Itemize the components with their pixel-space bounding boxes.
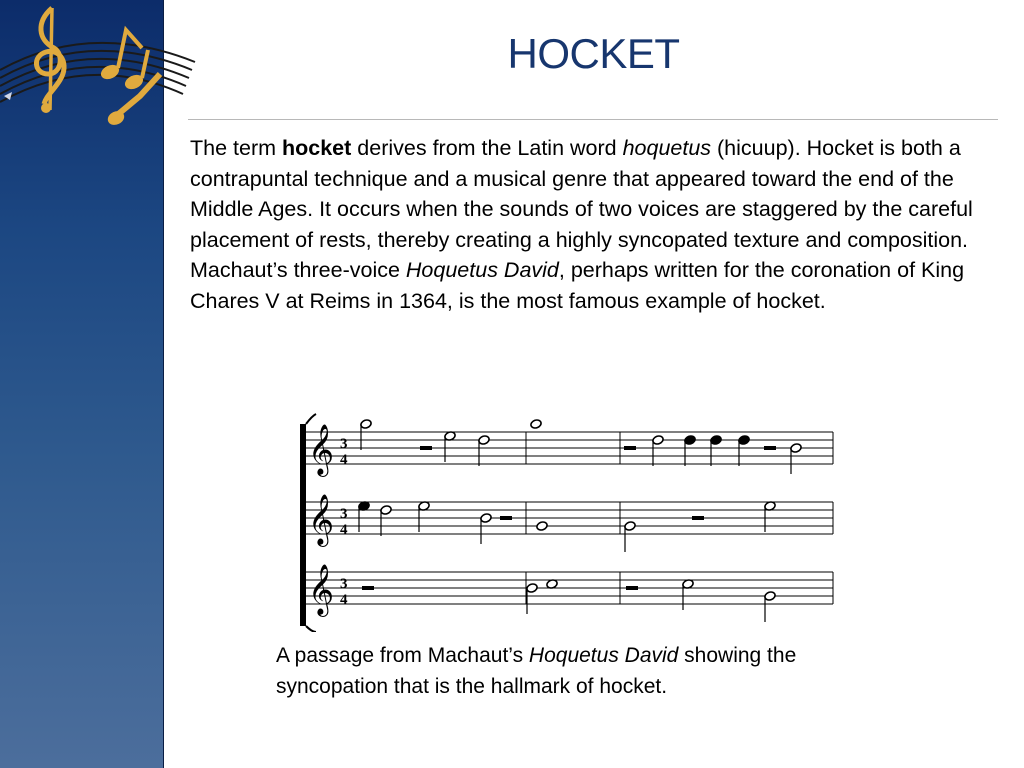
caption-text: showing the syncopation that is the hallmark of hocket. bbox=[276, 644, 797, 698]
note-head bbox=[530, 419, 542, 430]
note-head bbox=[652, 435, 664, 446]
rest-mark bbox=[362, 586, 374, 590]
note-head bbox=[624, 521, 636, 532]
text-segment: , perhaps written for the coronation of King Chares V at Reims in 1364, is the most famous example of hocket. bbox=[190, 258, 965, 313]
time-sig-top: 3 bbox=[340, 436, 348, 452]
time-sig-top: 3 bbox=[340, 506, 348, 522]
note-head bbox=[360, 419, 372, 430]
note-head bbox=[764, 591, 776, 602]
note-head bbox=[738, 435, 750, 446]
time-sig-top: 3 bbox=[340, 576, 348, 592]
rest-mark bbox=[764, 446, 776, 450]
text-segment: (hicuup). Hocket is both a contrapuntal technique and a musical genre that appeared toward the end of the Middle Ages. It occurs when the sounds of two voices are staggered by the careful placement of rests, thereby creating a highly syncopated texture and composition. Machaut’s three-voice bbox=[190, 136, 973, 282]
time-sig-bottom: 4 bbox=[340, 522, 348, 538]
bold-term: hocket bbox=[282, 136, 352, 160]
treble-clef-icon: 𝄞 bbox=[308, 424, 335, 475]
note-head bbox=[684, 435, 696, 446]
treble-clef-icon: 𝄞 bbox=[308, 564, 335, 615]
title-divider bbox=[188, 119, 998, 120]
italic-title: Hoquetus David bbox=[405, 258, 559, 282]
note-head bbox=[536, 521, 548, 532]
note-head bbox=[710, 435, 722, 446]
time-sig-bottom: 4 bbox=[340, 592, 348, 608]
rest-mark bbox=[500, 516, 512, 520]
text-segment: The term bbox=[190, 136, 282, 160]
rest-mark bbox=[420, 446, 432, 450]
note-head bbox=[380, 505, 392, 516]
italic-term: hoquetus bbox=[622, 136, 712, 160]
rest-mark bbox=[624, 446, 636, 450]
caption-text: A passage from Machaut’s bbox=[276, 644, 529, 667]
rest-mark bbox=[692, 516, 704, 520]
time-sig-bottom: 4 bbox=[340, 452, 348, 468]
body-paragraph bbox=[190, 133, 990, 316]
slide-title: HOCKET bbox=[507, 30, 680, 77]
note-head bbox=[790, 443, 802, 454]
note-head bbox=[478, 435, 490, 446]
rest-mark bbox=[626, 586, 638, 590]
note-head bbox=[526, 583, 538, 594]
caption-italic-title: Hoquetus David bbox=[528, 644, 679, 667]
music-score-image bbox=[298, 412, 843, 632]
text-segment: derives from the Latin word bbox=[351, 136, 623, 160]
note-head bbox=[480, 513, 492, 524]
figure-caption bbox=[276, 640, 896, 702]
treble-clef-icon: 𝄞 bbox=[308, 494, 335, 545]
